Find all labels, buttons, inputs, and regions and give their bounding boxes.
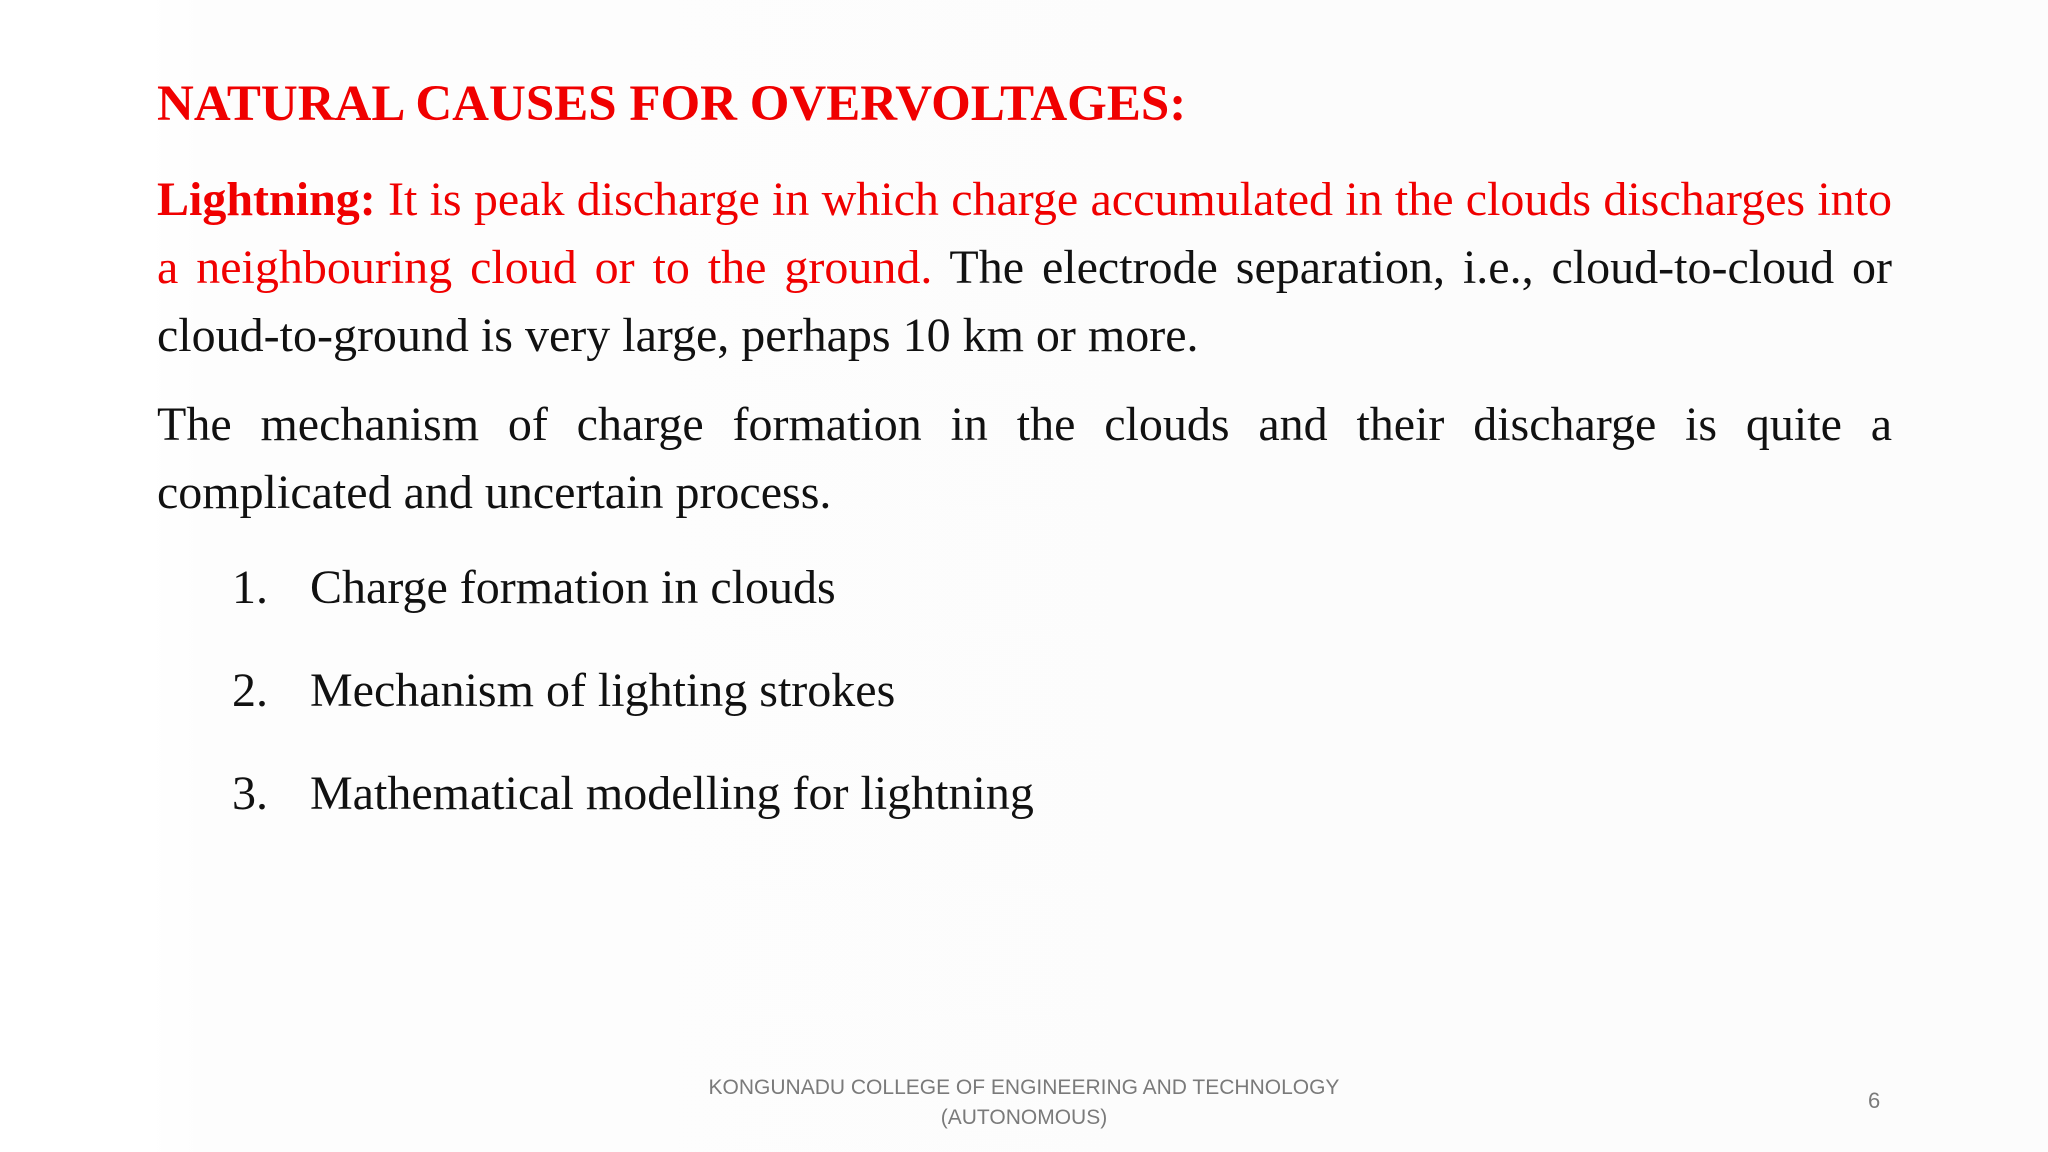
topic-list <box>232 554 1034 863</box>
slide-footer <box>624 1073 1424 1133</box>
list-item <box>232 657 1034 725</box>
list-item-number: 1. <box>232 561 268 614</box>
list-item-number: 2. <box>232 664 268 717</box>
lightning-paragraph <box>157 166 1892 370</box>
list-item-number: 3. <box>232 767 268 820</box>
list-item-text: Charge formation in clouds <box>310 561 836 614</box>
electrode-separation-text: The electrode separation, i.e., cloud-to-cloud or cloud-to-ground is very large, perhaps 10 km or more. <box>157 241 1892 362</box>
page-number: 6 <box>1868 1088 1881 1113</box>
lightning-definition: It is peak discharge in which charge accumulated in the clouds discharges into a neighbouring cloud or to the ground. <box>157 173 1892 294</box>
lightning-term: Lightning: <box>157 173 376 226</box>
mechanism-paragraph: The mechanism of charge formation in the clouds and their discharge is quite a complicated and uncertain process. <box>157 398 1892 519</box>
footer-autonomous: (AUTONOMOUS) <box>940 1106 1108 1129</box>
list-item-text: Mathematical modelling for lightning <box>310 767 1034 820</box>
list-item <box>232 554 1034 622</box>
footer-college-name: KONGUNADU COLLEGE OF ENGINEERING AND TECHNOLOGY <box>708 1076 1340 1099</box>
slide-heading: NATURAL CAUSES FOR OVERVOLTAGES: <box>157 76 1187 132</box>
list-item <box>232 760 1034 828</box>
list-item-text: Mechanism of lighting strokes <box>310 664 896 717</box>
